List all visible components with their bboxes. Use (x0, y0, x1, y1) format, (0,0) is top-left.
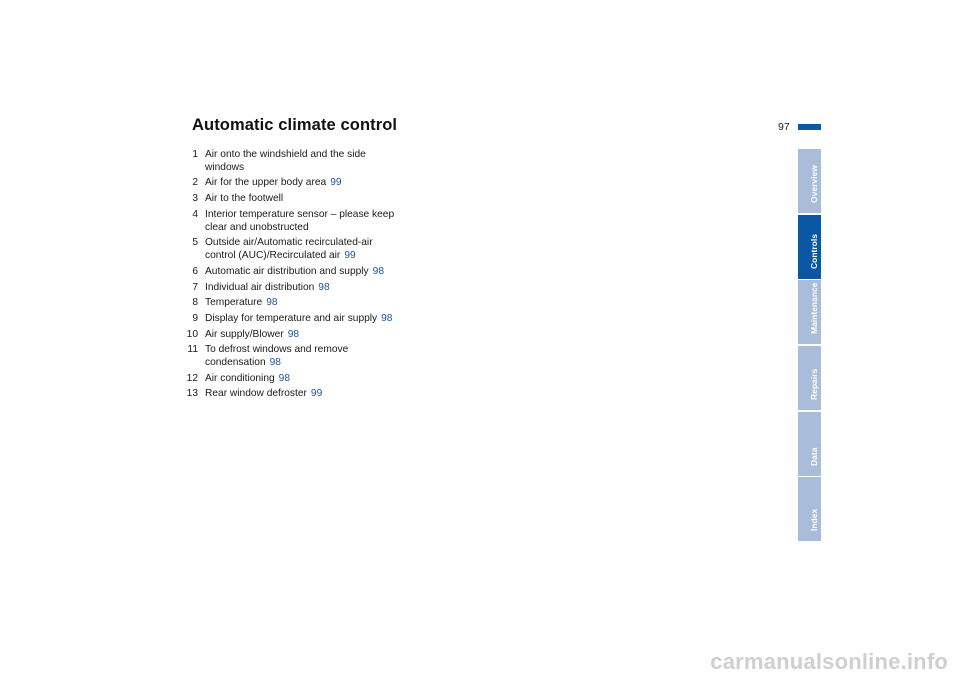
item-number: 3 (192, 193, 198, 205)
tab-label: Maintenance (808, 282, 819, 335)
item-description (205, 193, 400, 206)
item-description (205, 149, 400, 175)
tab-label: Controls (808, 233, 819, 269)
list-item (160, 149, 400, 175)
item-number: 4 (192, 208, 198, 220)
tab-index[interactable] (798, 477, 821, 541)
item-text: To defrost windows and remove condensation (205, 344, 349, 369)
item-text: Display for temperature and air supply (205, 312, 378, 324)
page-title: Automatic climate control (192, 116, 398, 134)
item-description (205, 388, 400, 401)
tab-label: Data (808, 447, 819, 466)
component-legend-list (160, 149, 400, 404)
watermark-text: carmanualsonline.info (710, 649, 948, 674)
item-number: 12 (186, 372, 198, 384)
page-reference-link[interactable]: 99 (330, 177, 342, 189)
page-reference-link[interactable]: 98 (372, 265, 384, 277)
item-description (205, 282, 400, 295)
item-description (205, 177, 400, 190)
item-description (205, 237, 400, 263)
item-number: 1 (192, 149, 198, 160)
list-item (160, 373, 400, 386)
item-description (205, 266, 400, 279)
list-item (160, 344, 400, 370)
item-number: 7 (192, 281, 198, 293)
list-item (160, 193, 400, 206)
item-number: 13 (186, 388, 198, 400)
item-number: 8 (192, 297, 198, 309)
page-reference-link[interactable]: 98 (287, 328, 300, 340)
item-number: 10 (186, 328, 198, 340)
list-item (160, 177, 400, 190)
page-number: 97 (778, 121, 790, 133)
page-marker (798, 124, 821, 130)
item-number: 9 (192, 312, 198, 324)
item-text: Air for the upper body area (205, 177, 327, 189)
tab-overview[interactable] (798, 149, 821, 213)
item-description (205, 297, 400, 310)
item-text: Temperature (205, 297, 263, 309)
item-text: Interior temperature sensor – please keep clear and unobstructed (205, 208, 395, 233)
item-description (205, 329, 400, 342)
page-reference-link[interactable]: 98 (381, 312, 393, 324)
tab-label: Index (808, 509, 819, 532)
tab-label: Repairs (808, 368, 819, 401)
item-text: Air onto the windshield and the side windows (205, 149, 366, 173)
item-text: Outside air/Automatic recirculated-air control (AUC)/Recirculated air (205, 237, 373, 262)
list-item (160, 329, 400, 342)
page-reference-link[interactable]: 98 (266, 297, 278, 309)
list-item (160, 282, 400, 295)
item-number: 2 (192, 177, 198, 189)
page-reference-link[interactable]: 99 (344, 250, 356, 262)
tab-data[interactable] (798, 412, 821, 476)
item-text: Air conditioning (205, 372, 275, 384)
item-description (205, 313, 400, 326)
item-text: Air to the footwell (205, 193, 284, 205)
tab-controls[interactable] (798, 215, 821, 279)
item-number: 5 (192, 237, 198, 249)
item-text: Automatic air distribution and supply (205, 265, 369, 277)
item-text: Air supply/Blower (205, 328, 284, 340)
item-description (205, 344, 400, 370)
section-tab-nav (798, 149, 821, 543)
page-reference-link[interactable]: 98 (278, 372, 290, 384)
page-reference-link[interactable]: 98 (318, 281, 330, 293)
list-item (160, 297, 400, 310)
page-reference-link[interactable]: 99 (310, 388, 323, 400)
item-description (205, 209, 400, 235)
tab-repairs[interactable] (798, 346, 821, 410)
item-number: 6 (192, 265, 198, 277)
list-item (160, 266, 400, 279)
item-text: Rear window defroster (205, 388, 307, 400)
list-item (160, 237, 400, 263)
list-item (160, 209, 400, 235)
tab-label: Overview (808, 165, 819, 203)
page-reference-link[interactable]: 98 (269, 357, 281, 369)
item-text: Individual air distribution (205, 281, 315, 293)
item-number: 11 (187, 344, 198, 356)
list-item (160, 388, 400, 401)
list-item (160, 313, 400, 326)
item-description (205, 373, 400, 386)
tab-maintenance[interactable] (798, 280, 821, 344)
